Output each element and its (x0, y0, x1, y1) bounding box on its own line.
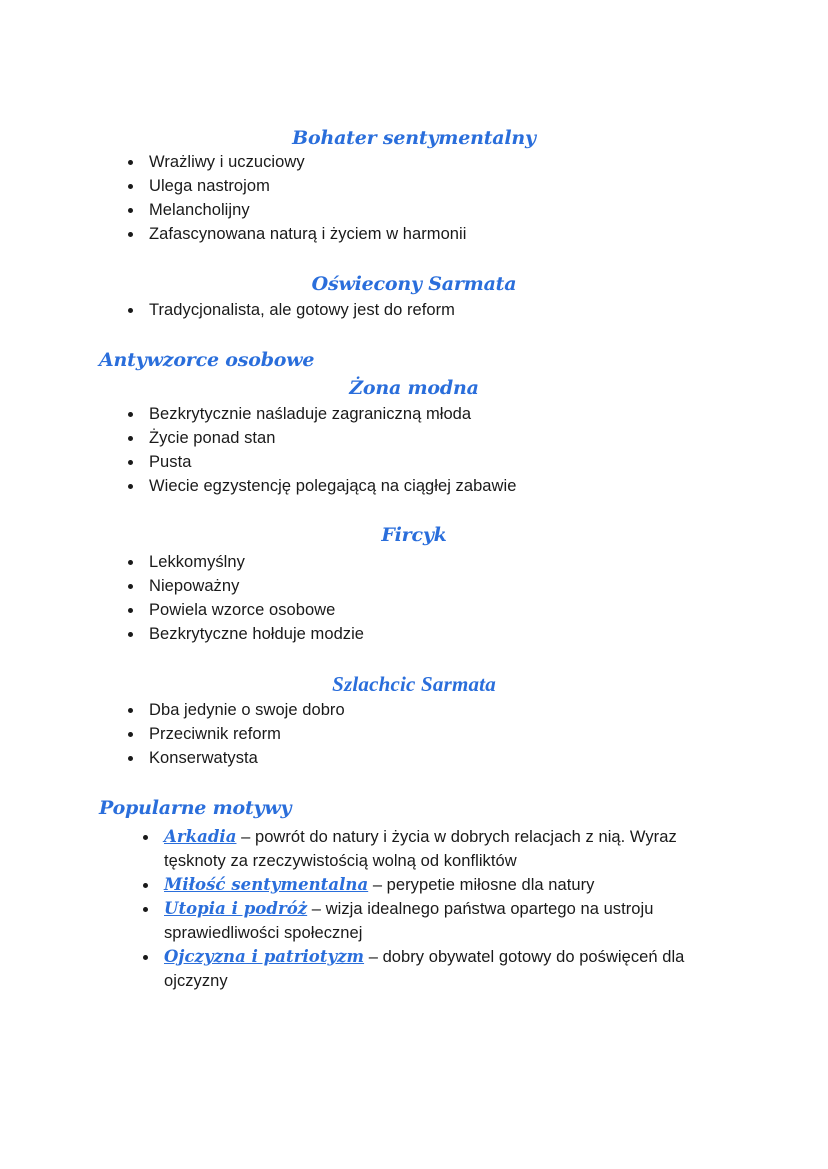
list-item: Bezkrytycznie naśladuje zagraniczną młoda (128, 402, 768, 426)
motif-description: – wizja idealnego państwa opartego na ustroju sprawiedliwości społecznej (164, 900, 654, 942)
list-item: Wrażliwy i uczuciowy (128, 150, 748, 174)
list-item-motif (143, 945, 718, 993)
list-item-motif (143, 897, 718, 945)
list-item: Powiela wzorce osobowe (128, 598, 748, 622)
list-item: Tradycjonalista, ale gotowy jest do reform (128, 298, 748, 322)
list-item: Pusta (128, 450, 768, 474)
heading-zona-modna: Żona modna (349, 377, 479, 399)
section-header-antywzorce-osobowe: Antywzorce osobowe (99, 349, 315, 371)
list-oswiecony-sarmata (128, 298, 748, 322)
list-item: Melancholijny (128, 198, 748, 222)
heading-bohater-sentymentalny: Bohater sentymentalny (292, 127, 536, 149)
motif-term: Miłość sentymentalna (164, 875, 369, 894)
list-item: Konserwatysta (128, 746, 748, 770)
section-fircyk (0, 525, 828, 547)
motif-description: – dobry obywatel gotowy do poświęceń dla ojczyzny (164, 948, 685, 990)
section-bohater-sentymentalny (0, 128, 828, 150)
list-fircyk (128, 550, 748, 646)
section-header-popularne-motywy: Popularne motywy (99, 797, 292, 819)
heading-fircyk: Fircyk (381, 524, 447, 546)
list-item: Lekkomyślny (128, 550, 748, 574)
list-item: Ulega nastrojom (128, 174, 748, 198)
list-item-motif (143, 873, 718, 897)
list-item: Życie ponad stan (128, 426, 768, 450)
list-item: Dba jedynie o swoje dobro (128, 698, 748, 722)
list-item: Przeciwnik reform (128, 722, 748, 746)
list-szlachcic-sarmata (128, 698, 748, 770)
motif-term: Ojczyzna i patriotyzm (164, 947, 365, 966)
list-item: Wiecie egzystencję polegającą na ciągłej zabawie (128, 474, 768, 498)
motif-term: Utopia i podróż (164, 899, 308, 918)
motif-term: Arkadia (164, 827, 237, 846)
section-oswiecony-sarmata (0, 274, 828, 296)
heading-oswiecony-sarmata: Oświecony Sarmata (311, 273, 517, 295)
list-item-motif (143, 825, 718, 873)
list-zona-modna (128, 402, 768, 498)
section-zona-modna (0, 378, 828, 400)
list-item: Zafascynowana naturą i życiem w harmonii (128, 222, 748, 246)
list-item: Niepoważny (128, 574, 748, 598)
list-item: Bezkrytyczne hołduje modzie (128, 622, 748, 646)
heading-szlachcic-sarmata: Szlachcic Sarmata (332, 672, 496, 696)
section-szlachcic-sarmata (0, 672, 828, 696)
list-popularne-motywy (143, 825, 718, 993)
motif-description: – powrót do natury i życia w dobrych relacjach z nią. Wyraz tęsknoty za rzeczywistością wolną od konfliktów (164, 828, 677, 870)
motif-description: – perypetie miłosne dla natury (368, 876, 595, 894)
list-bohater-sentymentalny (128, 150, 748, 246)
